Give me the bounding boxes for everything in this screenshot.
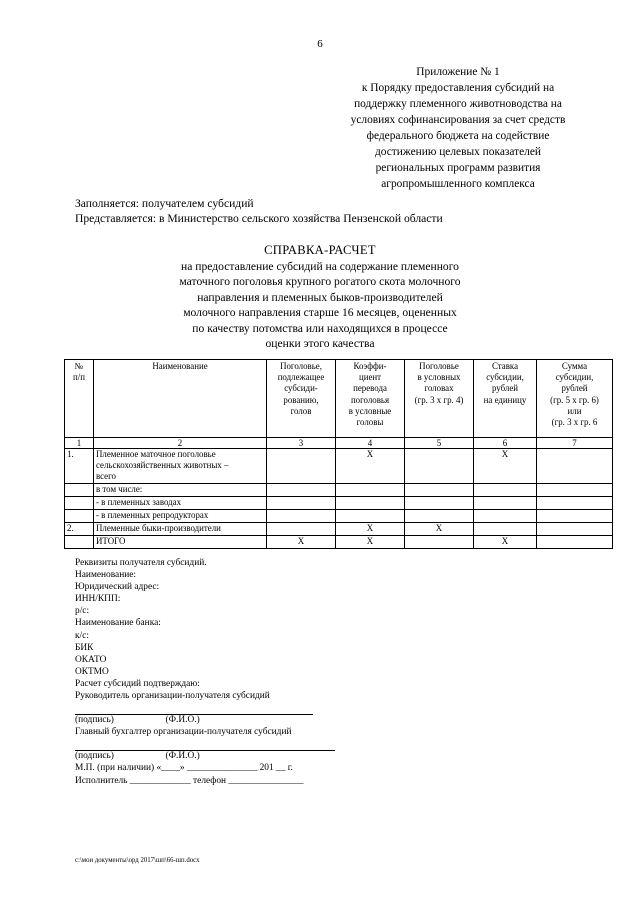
table-cell xyxy=(405,535,474,548)
signature-space xyxy=(75,738,303,750)
table-cell xyxy=(537,522,613,535)
details-line: Реквизиты получателя субсидий. xyxy=(75,558,207,568)
table-cell xyxy=(537,535,613,548)
column-number: 5 xyxy=(405,438,474,449)
title-line: направления и племенных быков-производителей xyxy=(197,290,443,304)
table-cell xyxy=(65,535,94,548)
table-cell xyxy=(537,449,613,484)
column-number: 2 xyxy=(94,438,267,449)
table-cell xyxy=(267,496,336,509)
table-cell: Х xyxy=(405,522,474,535)
fill-info xyxy=(75,196,443,226)
table-cell xyxy=(474,483,537,496)
table-row xyxy=(65,449,613,484)
calculation-table xyxy=(64,359,613,549)
details-line: ОКТМО xyxy=(75,666,109,677)
appendix-line: к Порядку предоставления субсидий на xyxy=(361,82,555,94)
column-header: Наименование xyxy=(94,360,267,438)
column-number: 1 xyxy=(65,438,94,449)
appendix-line: региональных программ развития xyxy=(375,162,541,174)
column-header: № п/п xyxy=(65,360,94,438)
table-cell xyxy=(405,483,474,496)
title-line: по качеству потомства или находящихся в процессе xyxy=(192,321,448,335)
column-header: Коэффи- циент перевода поголовья в условные головы xyxy=(336,360,405,438)
table-row xyxy=(65,535,613,548)
details-line: к/с: xyxy=(75,630,89,641)
details-line: р/с: xyxy=(75,606,90,617)
details-line: Руководитель организации-получателя субсидий xyxy=(75,691,270,702)
signature-line xyxy=(75,714,313,715)
table-row xyxy=(65,522,613,535)
table-cell xyxy=(474,509,537,522)
table-cell xyxy=(336,496,405,509)
table-cell xyxy=(537,483,613,496)
details-line: Юридический адрес: xyxy=(75,582,160,593)
submitted-to: Представляется: в Министерство сельского хозяйства Пензенской области xyxy=(75,212,443,225)
column-header: Поголовье в условных головах (гр. 3 х гр. 4) xyxy=(405,360,474,438)
signature-label: (подпись) (Ф.И.О.) xyxy=(75,715,200,726)
table-cell: ИТОГО xyxy=(94,535,267,548)
table-cell xyxy=(474,522,537,535)
table-row xyxy=(65,496,613,509)
table-cell: Х xyxy=(474,449,537,484)
appendix-line: достижению целевых показателей xyxy=(374,146,542,158)
table-cell: - в племенных репродукторах xyxy=(94,509,267,522)
filled-by: Заполняется: получателем субсидий xyxy=(75,197,254,210)
table-cell: Х xyxy=(336,522,405,535)
column-number: 6 xyxy=(474,438,537,449)
table-cell xyxy=(405,509,474,522)
table-cell xyxy=(336,509,405,522)
appendix-line: условиях софинансирования за счет средств xyxy=(350,114,566,126)
table-row xyxy=(65,509,613,522)
title-line: маточного поголовья крупного рогатого скота молочного xyxy=(179,275,461,288)
column-header: Поголовье, подлежащее субсиди- рованию, голов xyxy=(267,360,336,438)
stamp-date: М.П. (при наличии) «____» _______________ 201 __ г. xyxy=(75,763,293,774)
appendix-line: агропромышленного комплекса xyxy=(381,178,535,190)
table-cell xyxy=(267,509,336,522)
signature-line xyxy=(75,750,335,751)
details-line: ИНН/КПП: xyxy=(75,594,121,605)
column-header: Ставка субсидии, рублей на единицу xyxy=(474,360,537,438)
table-cell: Х xyxy=(267,535,336,548)
details-line: Расчет субсидий подтверждаю: xyxy=(75,678,200,689)
table-cell xyxy=(65,509,94,522)
table-row xyxy=(65,483,613,496)
details-line: Наименование банка: xyxy=(75,618,161,629)
table-cell xyxy=(267,522,336,535)
table-cell xyxy=(405,449,474,484)
column-number: 4 xyxy=(336,438,405,449)
table-cell: Племенное маточное поголовье сельскохозяйственных животных – всего xyxy=(94,449,267,484)
table-cell xyxy=(65,483,94,496)
title-line: молочного направления старше 16 месяцев, оцененных xyxy=(183,306,457,319)
table-cell: Х xyxy=(336,449,405,484)
signature-space xyxy=(75,702,303,714)
title-line: оценки этого качества xyxy=(265,337,375,350)
table-cell xyxy=(336,483,405,496)
table-cell: 2. xyxy=(65,522,94,535)
column-number: 3 xyxy=(267,438,336,449)
table-cell: Х xyxy=(474,535,537,548)
column-number: 7 xyxy=(537,438,613,449)
table-cell xyxy=(405,496,474,509)
table-cell: Х xyxy=(336,535,405,548)
table-cell: - в племенных заводах xyxy=(94,496,267,509)
title-line: на предоставление субсидий на содержание племенного xyxy=(181,259,459,273)
details-line: ОКАТО xyxy=(75,654,107,665)
signature-label: (подпись) (Ф.И.О.) xyxy=(75,751,200,762)
file-path: c:\мои документы\орд 2017\шп\66-шп.docx xyxy=(75,857,200,864)
title-heading: СПРАВКА-РАСЧЕТ xyxy=(264,243,376,257)
table-cell xyxy=(267,483,336,496)
table-cell xyxy=(65,496,94,509)
page-number: 6 xyxy=(317,38,323,50)
document-title xyxy=(150,243,490,352)
column-number-row xyxy=(65,438,613,449)
executor: Исполнитель _____________ телефон ________________ xyxy=(75,775,304,786)
table-cell xyxy=(537,509,613,522)
appendix-line: поддержку племенного животноводства на xyxy=(354,98,562,110)
table-header-row xyxy=(65,360,613,438)
table-cell xyxy=(474,496,537,509)
chief-accountant: Главный бухгалтер организации-получателя субсидий xyxy=(75,727,292,738)
table-cell xyxy=(537,496,613,509)
table-cell xyxy=(267,449,336,484)
appendix-line: Приложение № 1 xyxy=(416,66,500,78)
table-cell: 1. xyxy=(65,449,94,484)
details-line: Наименование: xyxy=(75,570,137,581)
appendix-block xyxy=(338,64,578,192)
recipient-details xyxy=(75,557,303,787)
table-cell: Племенные быки-производители xyxy=(94,522,267,535)
table-cell: в том числе: xyxy=(94,483,267,496)
column-header: Сумма субсидии, рублей (гр. 5 х гр. 6) или (гр. 3 х гр. 6 xyxy=(537,360,613,438)
appendix-line: федерального бюджета на содействие xyxy=(366,130,550,142)
details-line: БИК xyxy=(75,642,94,653)
